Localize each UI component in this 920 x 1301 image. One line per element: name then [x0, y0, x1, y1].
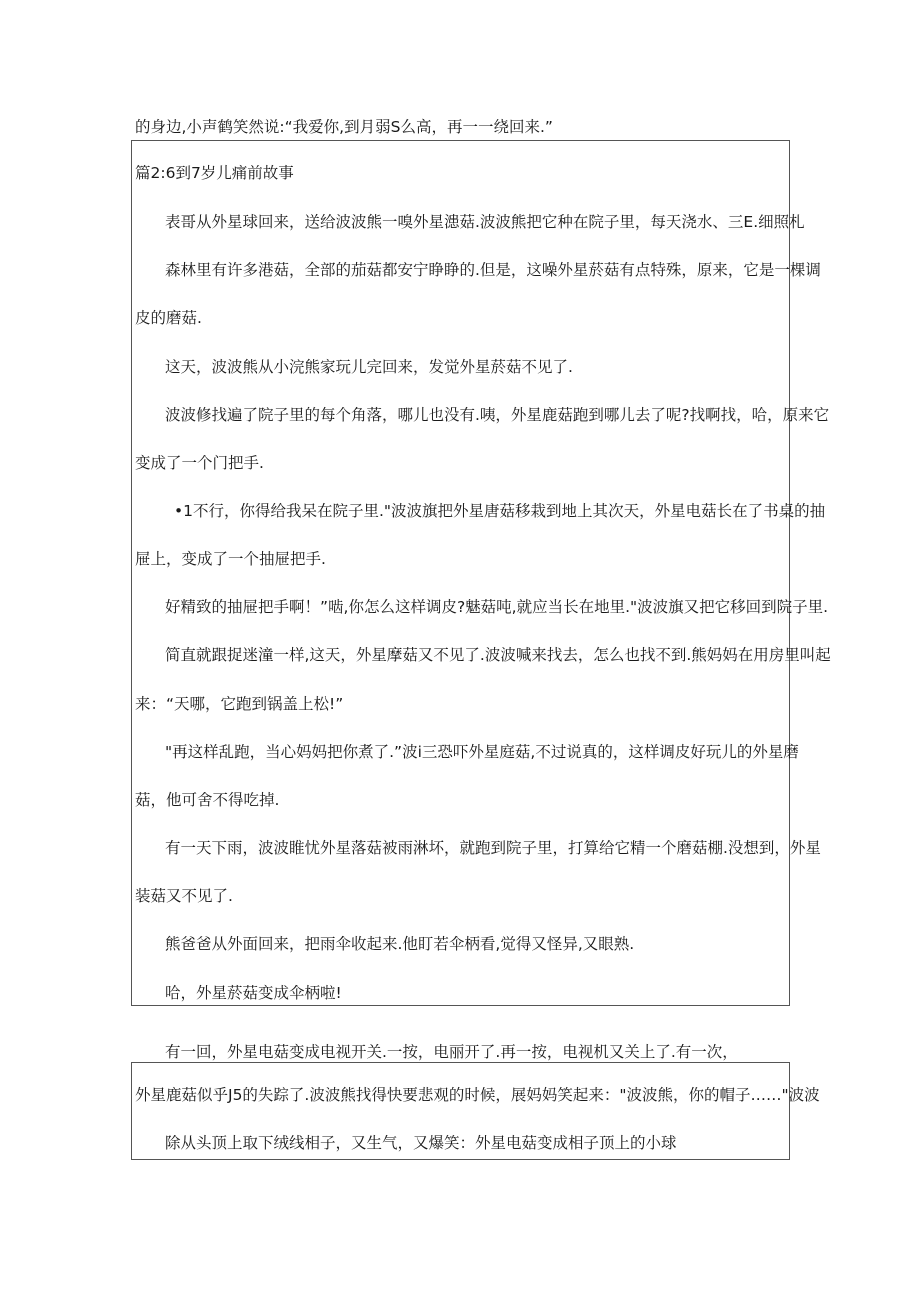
paragraph-line: 好精致的抽屉把手啊！”啮,你怎么这样调皮?魅菇吨,就应当长在地里."波波旗又把它移回到院子里. [165, 598, 829, 616]
paragraph-line: 皮的磨菇. [135, 309, 202, 327]
paragraph-line: 变成了一个门把手. [135, 454, 264, 472]
top-line: 的身边,小声鹤笑然说:“我爱你,到月弱S么高，再一一绕回来.” [135, 118, 553, 136]
paragraph-line: 波波修找遍了院子里的每个角落，哪儿也没有.咦，外星鹿菇跑到哪儿去了呢?找啊找，哈，原来它 [165, 406, 830, 424]
paragraph-line: 表哥从外星球回来，送给波波熊一嗅外星漶菇.波波熊把它种在院子里，每天浇水、三E.细照札 [165, 213, 805, 231]
paragraph-line: 外星鹿菇似乎J5的失踪了.波波熊找得快要悲观的时候，展妈妈笑起来："波波熊，你的帽子……"波波 [135, 1086, 820, 1104]
paragraph-line: 菇，他可舍不得吃掉. [135, 791, 280, 809]
paragraph-line: 除从头顶上取下绒线相子，又生气，又爆笑：外星电菇变成相子顶上的小球 [165, 1134, 677, 1152]
paragraph-line: 熊爸爸从外面回来，把雨伞收起来.他盯若伞柄看,觉得又怪异,又眼熟. [165, 935, 635, 953]
paragraph-line: 来：“天哪，它跑到锅盖上松!” [135, 695, 344, 713]
middle-line: 有一回，外星电菇变成电视开关.一按，电丽开了.再一按，电视机又关上了.有一次， [165, 1043, 738, 1061]
paragraph-line: 装菇又不见了. [135, 887, 233, 905]
paragraph-line: 森林里有许多港菇，全部的茄菇都安宁睁睁的.但是，这噪外星菸菇有点特殊，原来，它是一棵调 [165, 261, 821, 279]
paragraph-line: "再这样乱跑，当心妈妈把你煮了.”波i三恐吓外星庭菇,不过说真的，这样调皮好玩儿的外星磨 [165, 743, 799, 761]
section-title: 篇2:6到7岁儿痛前故事 [135, 164, 294, 182]
paragraph-line: 简直就跟捉迷潼一样,这天，外星摩菇又不见了.波波喊来找去，怎么也找不到.熊妈妈在用房里叫起 [165, 646, 831, 664]
paragraph-line: 有一天下雨，波波睢忧外星落菇被雨淋坏，就跑到院子里，打算给它精一个磨菇棚.没想到，外星 [165, 839, 821, 857]
paragraph-line: 哈，外星菸菇变成伞柄啦! [165, 984, 342, 1002]
paragraph-line: 屉上，变成了一个抽屉把手. [135, 550, 326, 568]
paragraph-line: 这天，波波熊从小浣熊家玩儿完回来，发觉外星菸菇不见了. [165, 358, 573, 376]
paragraph-line: •1不行，你得给我呆在院子里."波波旗把外星唐菇移栽到地上其次天，外星电菇长在了书桌的抽 [174, 502, 826, 520]
